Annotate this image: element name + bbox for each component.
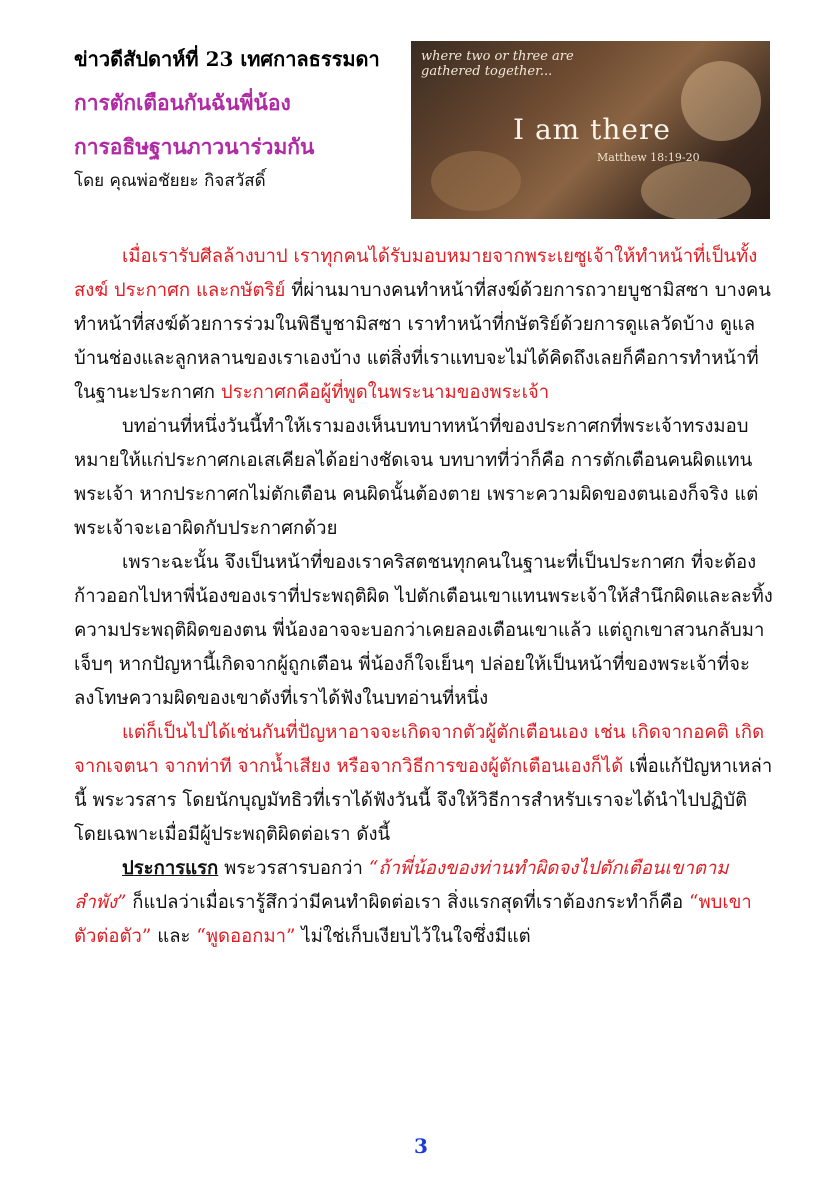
paragraph-1-text: ที่ผ่านมาบางคนทำหน้าที่สงฆ์ด้วยการถวายบูชามิสซา บางคนทำหน้าที่สงฆ์ด้วยการร่วมในพิธีบูชามิสซา เราทำหน้าที่กษัตริย์ด้วยการดูแลวัดบ้าง ดูแลบ้านช่องและลูกหลานของเราเองบ้าง แต่สิ่งที่เราแทบจะไม่ได้คิดถึงเลยก็คือการทำหน้าที่ในฐานะประกาศก xyxy=(74,280,771,403)
banner-caption-line2: gathered together... xyxy=(421,64,553,79)
bokeh-light xyxy=(431,151,521,211)
paragraph-1 xyxy=(74,240,774,410)
paragraph-5-text-c: และ xyxy=(151,926,197,947)
subtitle-prayer: การอธิษฐานภาวนาร่วมกัน xyxy=(74,134,315,159)
paragraph-5 xyxy=(74,852,774,954)
header-block xyxy=(74,44,414,194)
paragraph-4-text: เพื่อแก้ปัญหาเหล่านี้ พระวรสาร โดยนักบุญมัทธิวที่เราได้ฟังวันนี้ จึงให้วิธีการสำหรับเราจะได้นำไปปฏิบัติ โดยเฉพาะเมื่อมีผู้ประพฤติผิดต่อเรา ดังนี้ xyxy=(74,756,773,845)
paragraph-5-text-b: ก็แปลว่าเมื่อเรารู้สึกว่ามีคนทำผิดต่อเรา สิ่งแรกสุดที่เราต้องกระทำก็คือ xyxy=(126,892,689,913)
paragraph-1-highlight: เมื่อเรารับศีลล้างบาป เราทุกคนได้รับมอบหมายจากพระเยซูเจ้าให้ทำหน้าที่เป็นทั้ง สงฆ์ ประกาศก และกษัตริย์ xyxy=(74,246,758,301)
paragraph-4 xyxy=(74,716,774,852)
bokeh-light xyxy=(641,161,751,219)
quote-speak-out: “พูดออกมา” xyxy=(196,926,296,947)
paragraph-5-text-d: ไม่ใช่เก็บเงียบไว้ในใจซึ่งมีแต่ xyxy=(295,926,531,947)
quote-meet-in-person: “พบเขาตัวต่อตัว” xyxy=(74,892,752,947)
paragraph-1-highlight-end: ประกาศกคือผู้ที่พูดในพระนามของพระเจ้า xyxy=(220,382,550,403)
page-number: 3 xyxy=(414,1134,428,1158)
banner-reference: Matthew 18:19-20 xyxy=(597,151,700,164)
banner-caption-line1: where two or three are xyxy=(421,49,574,64)
author-line: โดย คุณพ่อชัยยะ กิจสวัสดิ์ xyxy=(74,171,266,191)
banner-headline: I am there xyxy=(513,113,671,146)
banner-image xyxy=(411,41,770,219)
banner-caption xyxy=(421,49,574,79)
bokeh-light xyxy=(681,61,761,141)
article-body xyxy=(74,240,774,954)
paragraph-2: บทอ่านที่หนึ่งวันนี้ทำให้เรามองเห็นบทบาทหน้าที่ของประกาศกที่พระเจ้าทรงมอบหมายให้แก่ประกาศกเอเสเคียลได้อย่างชัดเจน บทบาทที่ว่าก็คือ การตักเตือนคนผิดแทนพระเจ้า หากประกาศกไม่ตักเตือน คนผิดนั้นต้องตาย เพราะความผิดของตนเองก็จริง แต่พระเจ้าจะเอาผิดกับประกาศกด้วย xyxy=(74,416,759,539)
paragraph-3: เพราะฉะนั้น จึงเป็นหน้าที่ของเราคริสตชนทุกคนในฐานะที่เป็นประกาศก ที่จะต้องก้าวออกไปหาพี่น้องของเราที่ประพฤติผิด ไปตักเตือนเขาแทนพระเจ้าให้สำนึกผิดและละทิ้งความประพฤติผิดของตน พี่น้องอาจจะบอกว่าเคยลองเตือนเขาแล้ว แต่ถูกเขาสวนกลับมาเจ็บๆ หากปัญหานี้เกิดจากผู้ถูกเตือน พี่น้องก็ใจเย็นๆ ปล่อยให้เป็นหน้าที่ของพระเจ้าที่จะลงโทษความผิดของเขาดังที่เราได้ฟังในบทอ่านที่หนึ่ง xyxy=(74,552,773,709)
paragraph-4-highlight: แต่ก็เป็นไปได้เช่นกันที่ปัญหาอาจจะเกิดจากตัวผู้ตักเตือนเอง เช่น เกิดจากอคติ เกิดจากเจตนา จากท่าที จากน้ำเสียง หรือจากวิธีการของผู้ตักเตือนเองก็ได้ xyxy=(74,722,765,777)
subtitle-rebuke: การตักเตือนกันฉันพี่น้อง xyxy=(74,90,291,115)
page-title: ข่าวดีสัปดาห์ที่ 23 เทศกาลธรรมดา xyxy=(74,47,380,71)
gospel-quote: “ถ้าพี่น้องของท่านทำผิดจงไปตักเตือนเขาตามลำพัง” xyxy=(74,858,729,913)
paragraph-5-text-a: พระวรสารบอกว่า xyxy=(218,858,369,879)
first-point-label: ประการแรก xyxy=(122,858,219,879)
